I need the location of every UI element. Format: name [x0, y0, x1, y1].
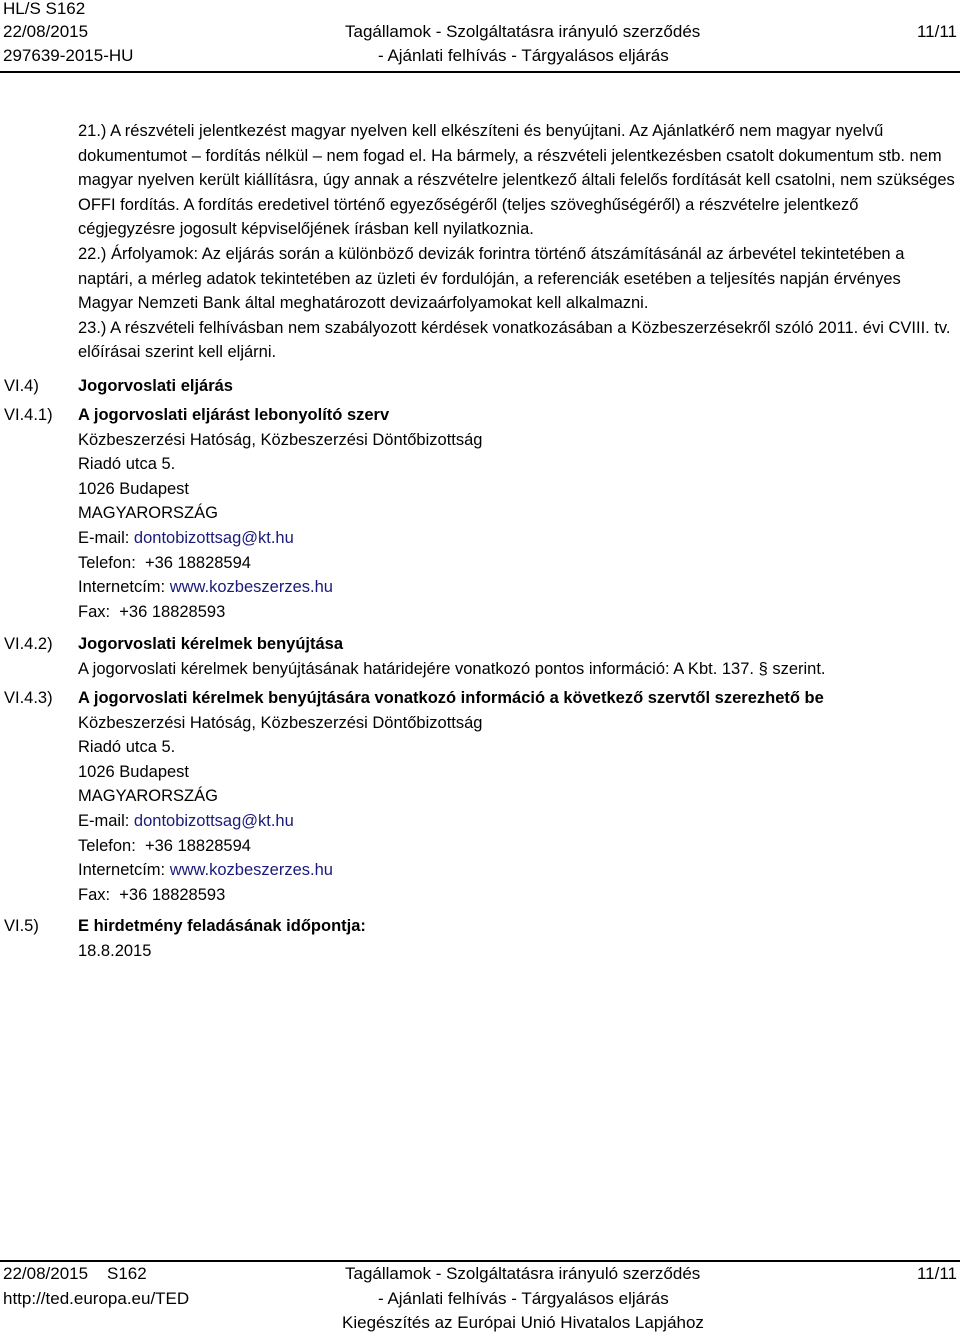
phone-value: +36 18828594 — [144, 836, 251, 855]
dispatch-date-block — [78, 914, 956, 963]
review-body-phone-row — [78, 551, 956, 576]
web-label: Internetcím: — [78, 861, 170, 880]
section-title-vi43: A jogorvoslati kérelmek benyújtására vonatkozó információ a következő szervtől szerezhető be — [78, 689, 824, 707]
section-title-vi41: A jogorvoslati eljárást lebonyolító szerv — [78, 406, 390, 424]
info-service-web-row — [78, 858, 956, 883]
info-service-street: Riadó utca 5. — [78, 738, 176, 757]
header-rule — [0, 71, 960, 73]
section-title-vi5: E hirdetmény feladásának időpontja: — [78, 917, 366, 935]
phone-label: Telefon: — [78, 553, 145, 572]
email-link[interactable]: dontobizottsag@kt.hu — [133, 811, 294, 830]
review-body-fax-row — [78, 600, 956, 625]
info-service-block — [78, 686, 956, 907]
section-number-vi41: VI.4.1) — [4, 406, 53, 424]
header-date: 22/08/2015 — [3, 22, 89, 41]
header-notice-number: 297639-2015-HU — [3, 46, 134, 65]
section-number-vi4: VI.4) — [4, 377, 39, 395]
lodging-appeals-text: A jogorvoslati kérelmek benyújtásának határidejére vonatkozó pontos információ: A Kbt. 137. § szerint. — [78, 659, 826, 678]
web-label: Internetcím: — [78, 578, 170, 597]
lodging-appeals-block — [78, 632, 956, 681]
footer-date-series: 22/08/2015 S162 — [3, 1264, 147, 1283]
header-doc-id: HL/S S162 — [3, 0, 86, 18]
email-label: E-mail: — [78, 528, 134, 547]
phone-label: Telefon: — [78, 836, 145, 855]
info-service-city: 1026 Budapest — [78, 762, 190, 781]
section-title-vi42: Jogorvoslati kérelmek benyújtása — [78, 635, 344, 653]
email-label: E-mail: — [78, 811, 134, 830]
review-body-email-row — [78, 526, 956, 551]
footer-title-line1: Tagállamok - Szolgáltatásra irányuló szerződés — [345, 1264, 701, 1283]
review-body-city: 1026 Budapest — [78, 479, 190, 498]
dispatch-date: 18.8.2015 — [78, 941, 152, 960]
email-link[interactable]: dontobizottsag@kt.hu — [133, 528, 294, 547]
review-body-country: MAGYARORSZÁG — [78, 504, 218, 523]
info-service-email-row — [78, 809, 956, 834]
section-title-vi4: Jogorvoslati eljárás — [78, 377, 233, 395]
section-number-vi42: VI.4.2) — [4, 635, 53, 653]
footer-page-number: 11/11 — [916, 1264, 957, 1283]
info-service-org: Közbeszerzési Hatóság, Közbeszerzési Döntőbizottság — [78, 713, 483, 732]
info-service-phone-row — [78, 834, 956, 859]
review-body-org: Közbeszerzési Hatóság, Közbeszerzési Döntőbizottság — [78, 430, 483, 449]
footer-title-line2: - Ajánlati felhívás - Tárgyalásos eljárás — [378, 1289, 669, 1308]
header-title-line2: - Ajánlati felhívás - Tárgyalásos eljárás — [378, 46, 669, 65]
review-body-block — [78, 403, 956, 624]
header-page-number: 11/11 — [916, 22, 957, 41]
header-title-line1: Tagállamok - Szolgáltatásra irányuló szerződés — [345, 22, 701, 41]
web-link[interactable]: www.kozbeszerzes.hu — [169, 861, 333, 880]
paragraph-22: 22.) Árfolyamok: Az eljárás során a különböző devizák forintra történő átszámításánál az árbevétel tekintetében a naptári, a mérleg adatok tekintetében az üzleti év fordulóján, a referenciák esetében a teljesítés napján érvényes Magyar Nemzeti Bank által meghatározott devizaárfolyamokat kell alkalmazni. — [78, 244, 905, 313]
review-body-street: Riadó utca 5. — [78, 455, 176, 474]
fax-value: +36 18828593 — [119, 602, 226, 621]
section-number-vi5: VI.5) — [4, 917, 39, 935]
web-link[interactable]: www.kozbeszerzes.hu — [169, 578, 333, 597]
fax-value: +36 18828593 — [119, 885, 226, 904]
section-number-vi43: VI.4.3) — [4, 689, 53, 707]
info-service-country: MAGYARORSZÁG — [78, 787, 218, 806]
footer-url[interactable]: http://ted.europa.eu/TED — [3, 1289, 190, 1308]
info-service-fax-row — [78, 883, 956, 908]
footer-supplement: Kiegészítés az Európai Unió Hivatalos Lapjához — [342, 1313, 704, 1332]
additional-info-paragraphs — [78, 119, 956, 365]
fax-label: Fax: — [78, 602, 120, 621]
phone-value: +36 18828594 — [144, 553, 251, 572]
page-header — [0, 0, 960, 72]
paragraph-21: 21.) A részvételi jelentkezést magyar nyelven kell elkészíteni és benyújtani. Az Ajánlatkérő nem magyar nyelvű dokumentumot – fordítás nélkül – nem fogad el. Ha bármely, a részvételi jelentkezésben csatolt dokumentum stb. nem magyar nyelven került kiállításra, úgy annak a részvételre jelentkező általi felelős fordítását kell csatolni, nem szükséges OFFI fordítás. A fordítás eredetivel történő egyezőségéről (teljes szöveghűségéről) a részvételre jelentkező cégjegyzésre jogosult képviselőjének írásban kell nyilatkoznia. — [78, 122, 955, 239]
review-body-web-row — [78, 575, 956, 600]
fax-label: Fax: — [78, 885, 120, 904]
paragraph-23: 23.) A részvételi felhívásban nem szabályozott kérdések vonatkozásában a Közbeszerzésekről szóló 2011. évi CVIII. tv. előírásai szerint kell eljárni. — [78, 318, 951, 362]
